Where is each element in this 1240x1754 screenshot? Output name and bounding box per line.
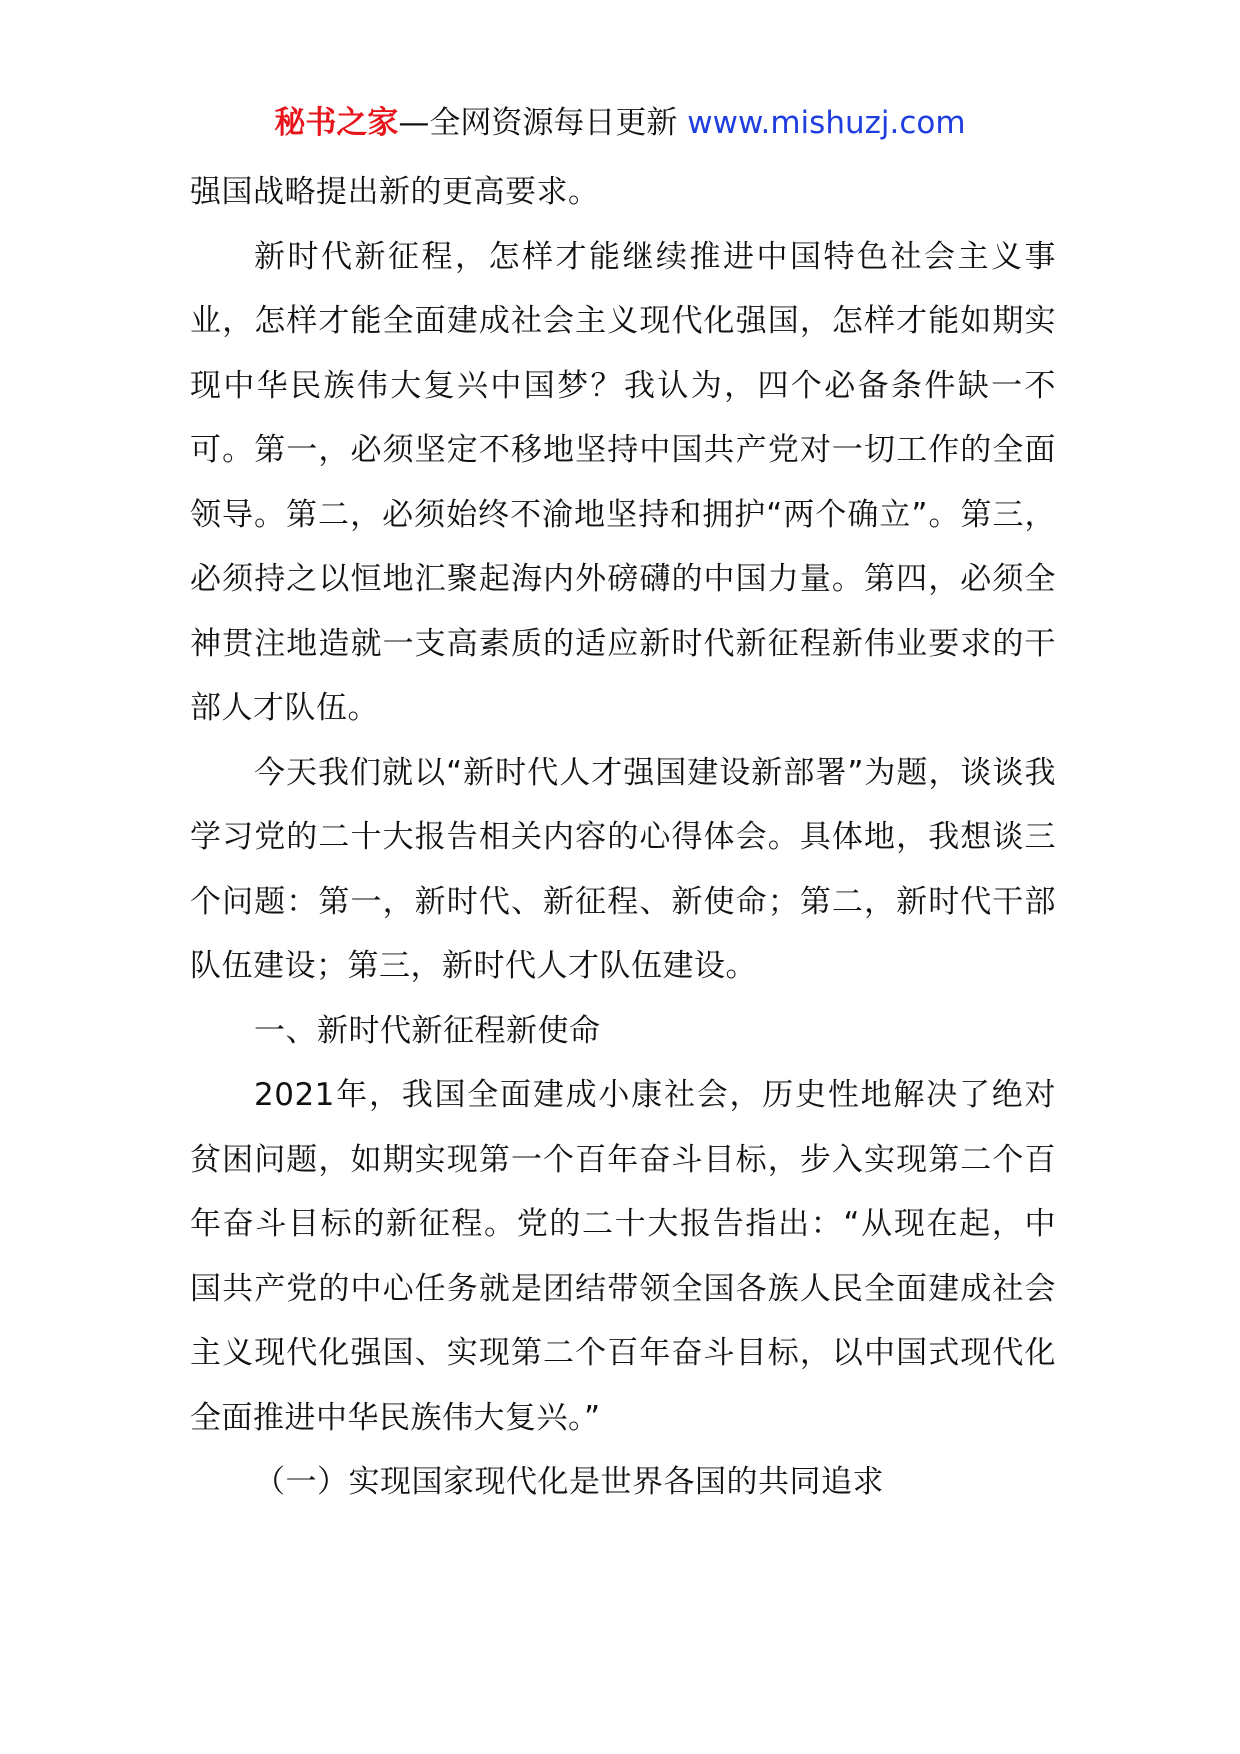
paragraph-four-conditions: 新时代新征程，怎样才能继续推进中国特色社会主义事业，怎样才能全面建成社会主义现代化强国，怎样才能如期实现中华民族伟大复兴中国梦？我认为，四个必备条件缺一不可。第一，必须坚定不移地坚持中国共产党对一切工作的全面领导。第二，必须始终不渝地坚持和拥护“两个确立”。第三，必须持之以恒地汇聚起海内外磅礴的中国力量。第四，必须全神贯注地造就一支高素质的适应新时代新征程新伟业要求的干部人才队伍。 bbox=[190, 238, 1056, 726]
site-tagline: —全网资源每日更新 bbox=[398, 105, 678, 141]
paragraph-new-journey: 2021年，我国全面建成小康社会，历史性地解决了绝对贫困问题，如期实现第一个百年奋斗目标，步入实现第二个百年奋斗目标的新征程。党的二十大报告指出：“从现在起，中国共产党的中心任务就是团结带领全国各族人民全面建成社会主义现代化强国、实现第二个百年奋斗目标，以中国式现代化全面推进中华民族伟大复兴。” bbox=[190, 1077, 1056, 1436]
paragraph-continuation: 强国战略提出新的更高要求。 bbox=[190, 174, 600, 210]
site-brand: 秘书之家 bbox=[274, 105, 399, 141]
page-header bbox=[0, 100, 1240, 146]
subsection-heading-1: （一）实现国家现代化是世界各国的共同追求 bbox=[254, 1464, 884, 1500]
section-heading-1: 一、新时代新征程新使命 bbox=[254, 1012, 601, 1049]
site-url-link[interactable]: www.mishuzj.com bbox=[687, 105, 966, 141]
document-body bbox=[190, 160, 1056, 1515]
paragraph-topic-intro: 今天我们就以“新时代人才强国建设新部署”为题，谈谈我学习党的二十大报告相关内容的心得体会。具体地，我想谈三个问题：第一，新时代、新征程、新使命；第二，新时代干部队伍建设；第三，新时代人才队伍建设。 bbox=[190, 754, 1056, 984]
